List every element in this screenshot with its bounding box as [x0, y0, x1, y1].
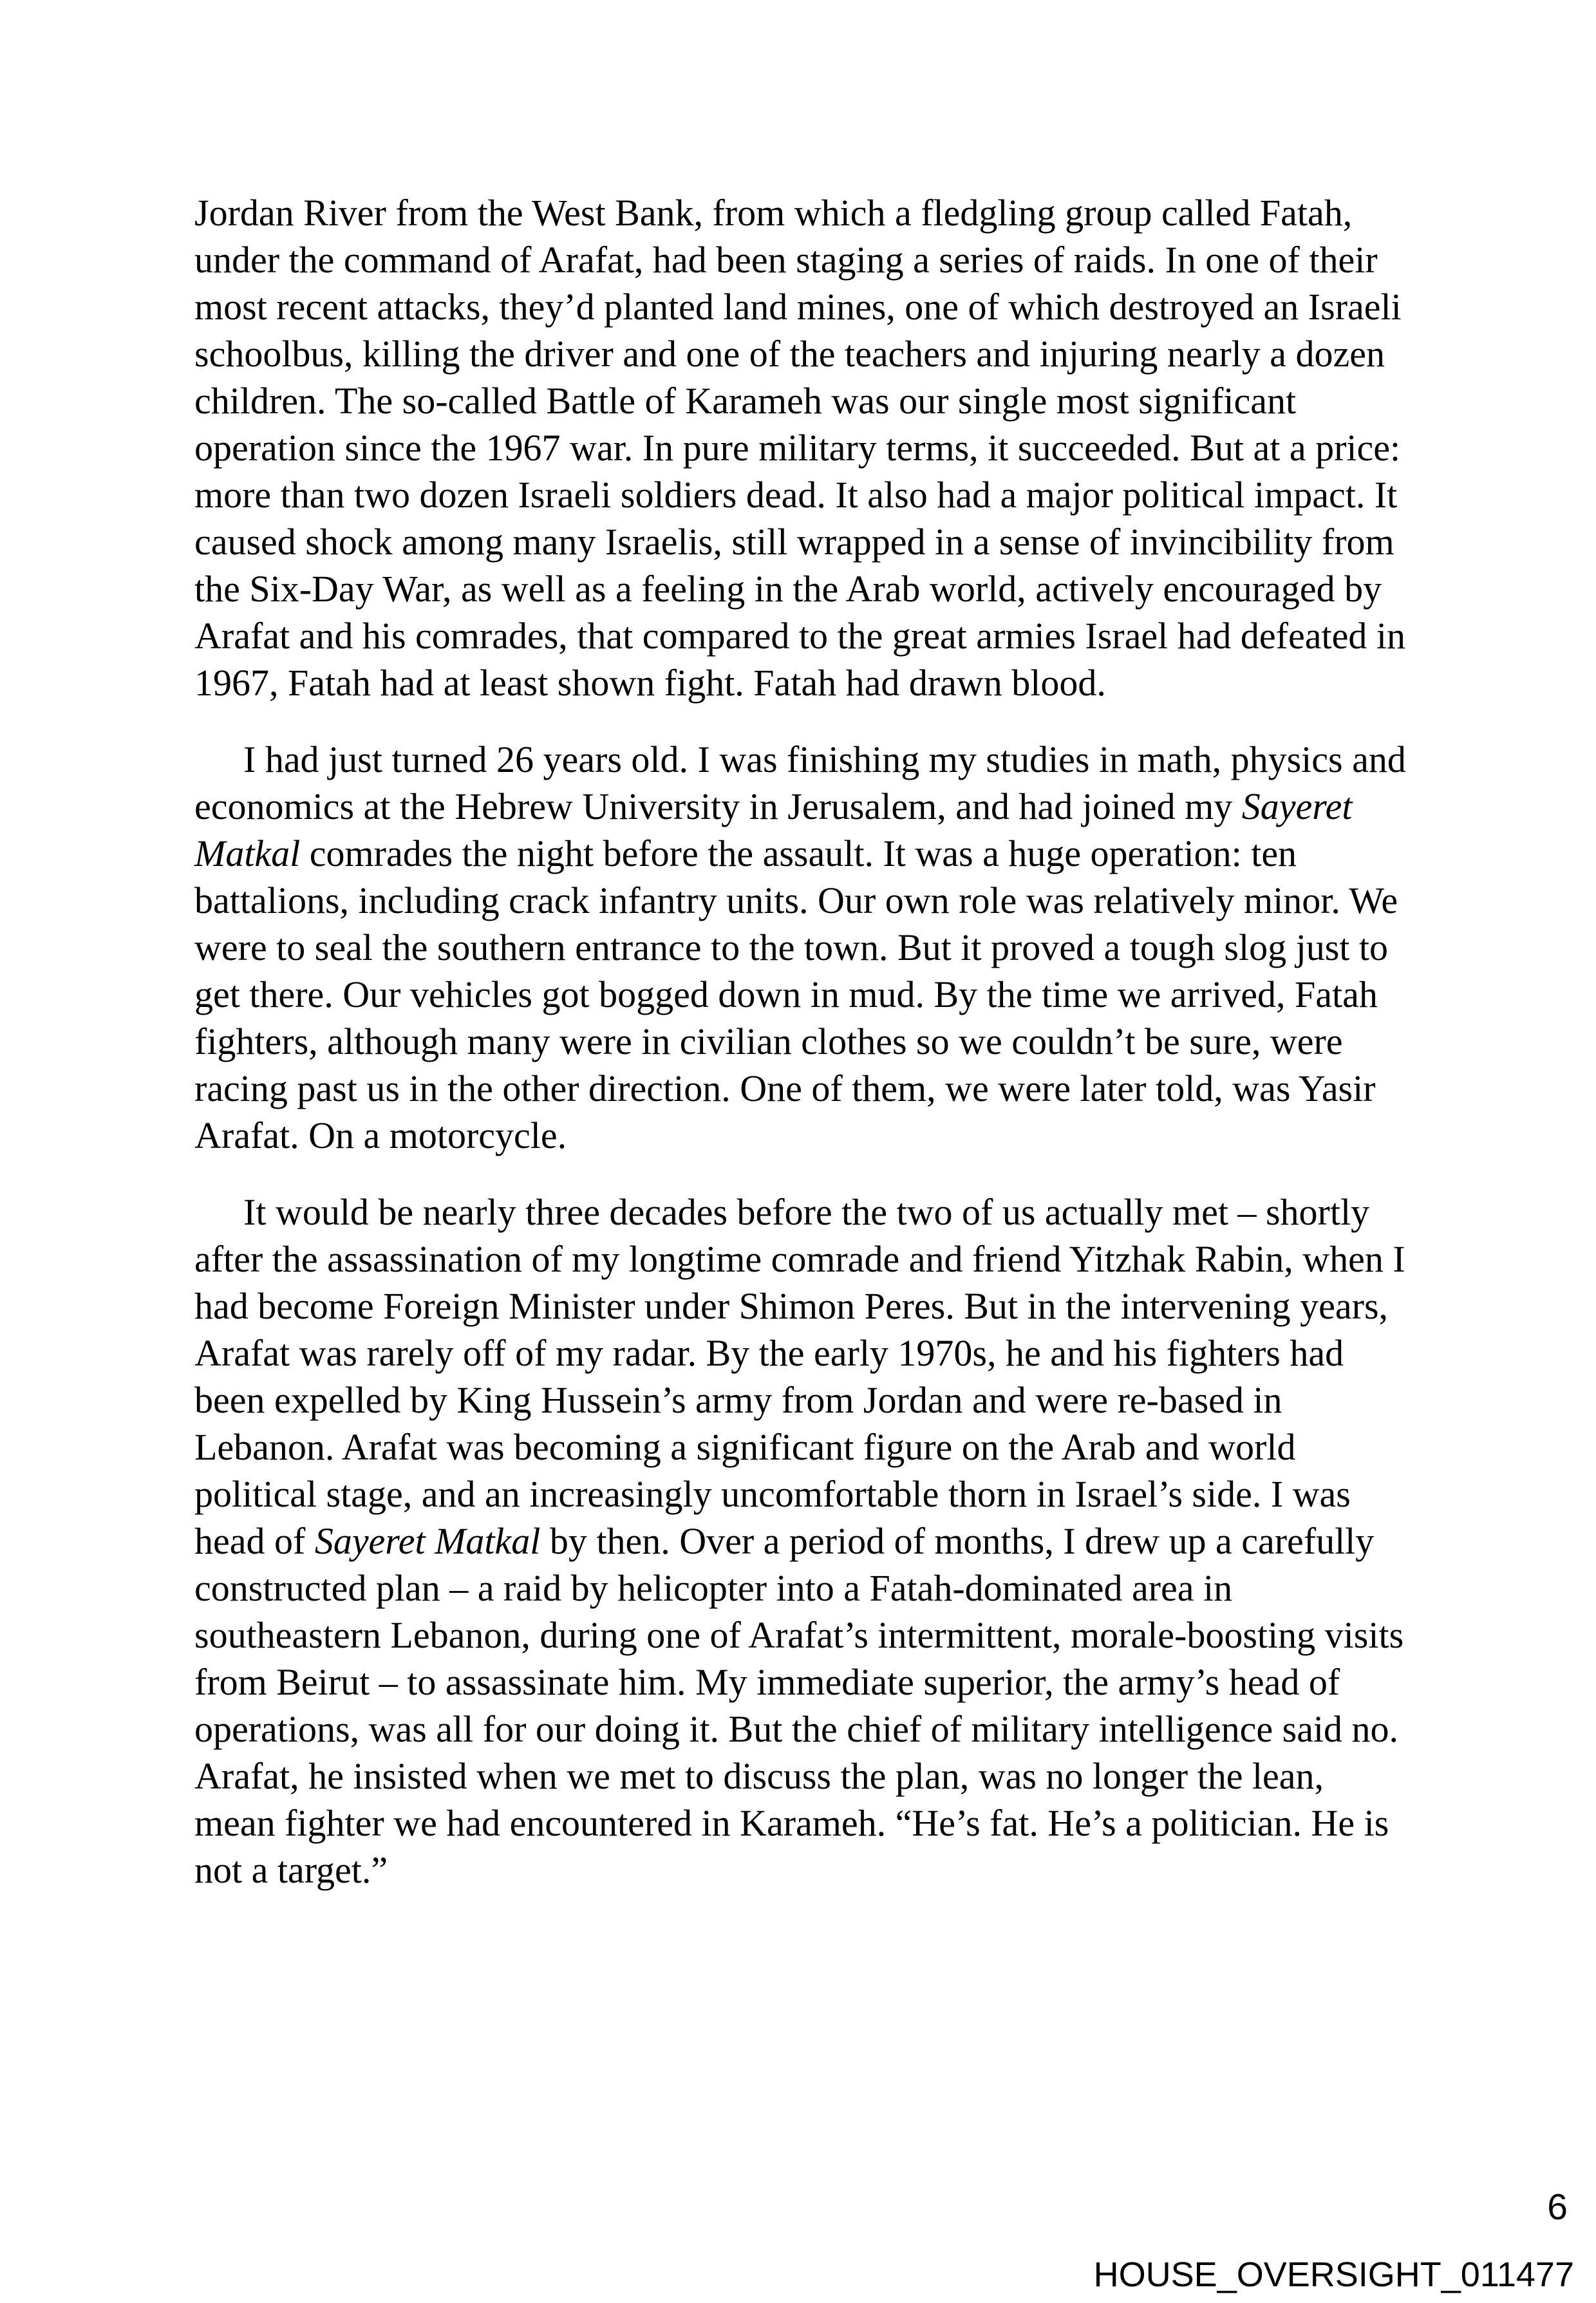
italic-term-sayeret-matkal: Sayeret Matkal — [194, 785, 1353, 874]
bates-stamp: HOUSE_OVERSIGHT_011477 — [1093, 2255, 1574, 2294]
paragraph-2-text: I had just turned 26 years old. I was finishing my studies in math, physics and economics at the Hebrew University in Jerusalem, and had joined my — [194, 738, 1406, 827]
italic-term-sayeret-matkal-2: Sayeret Matkal — [314, 1520, 541, 1562]
body-text — [194, 189, 1407, 1923]
paragraph-2 — [194, 736, 1407, 1159]
paragraph-1-text: Jordan River from the West Bank, from which a fledgling group called Fatah, under the command of Arafat, had been staging a series of raids. In one of their most recent attacks, they’d planted land mines, one of which destroyed an Israeli schoolbus, killing the driver and one of the teachers and injuring nearly a dozen children. The so-called Battle of Karameh was our single most significant operation since the 1967 war. In pure military terms, it succeeded. But at a price: more than two dozen Israeli soldiers dead. It also had a major political impact. It caused shock among many Israelis, still wrapped in a sense of invincibility from the Six-Day War, as well as a feeling in the Arab world, actively encouraged by Arafat and his comrades, that compared to the great armies Israel had defeated in 1967, Fatah had at least shown fight. Fatah had drawn blood. — [194, 192, 1405, 704]
paragraph-1 — [194, 189, 1407, 706]
paragraph-3-text: It would be nearly three decades before the two of us actually met – shortly after the assassination of my longtime comrade and friend Yitzhak Rabin, when I had become Foreign Minister under Shimon Peres. But in the intervening years, Arafat was rarely off of my radar. By the early 1970s, he and his fighters had been expelled by King Hussein’s army from Jordan and were re-based in Lebanon. Arafat was becoming a significant figure on the Arab and world political stage, and an increasingly uncomfortable thorn in Israel’s side. I was head of — [194, 1191, 1405, 1562]
paragraph-3 — [194, 1189, 1407, 1894]
page-number: 6 — [1547, 2186, 1568, 2228]
paragraph-2-text-continued: comrades the night before the assault. It was a huge operation: ten battalions, including crack infantry units. Our own role was relatively minor. We were to seal the southern entrance to the town. But it proved a tough slog just to get there. Our vehicles got bogged down in mud. By the time we arrived, Fatah fighters, although many were in civilian clothes so we couldn’t be sure, were racing past us in the other direction. One of them, we were later told, was Yasir Arafat. On a motorcycle. — [194, 832, 1398, 1156]
paragraph-3-text-continued: by then. Over a period of months, I drew up a carefully constructed plan – a raid by helicopter into a Fatah-dominated area in southeastern Lebanon, during one of Arafat’s intermittent, morale-boosting visits from Beirut – to assassinate him. My immediate superior, the army’s head of operations, was all for our doing it. But the chief of military intelligence said no. Arafat, he insisted when we met to discuss the plan, was no longer the lean, mean fighter we had encountered in Karameh. “He’s fat. He’s a politician. He is not a target.” — [194, 1520, 1404, 1891]
